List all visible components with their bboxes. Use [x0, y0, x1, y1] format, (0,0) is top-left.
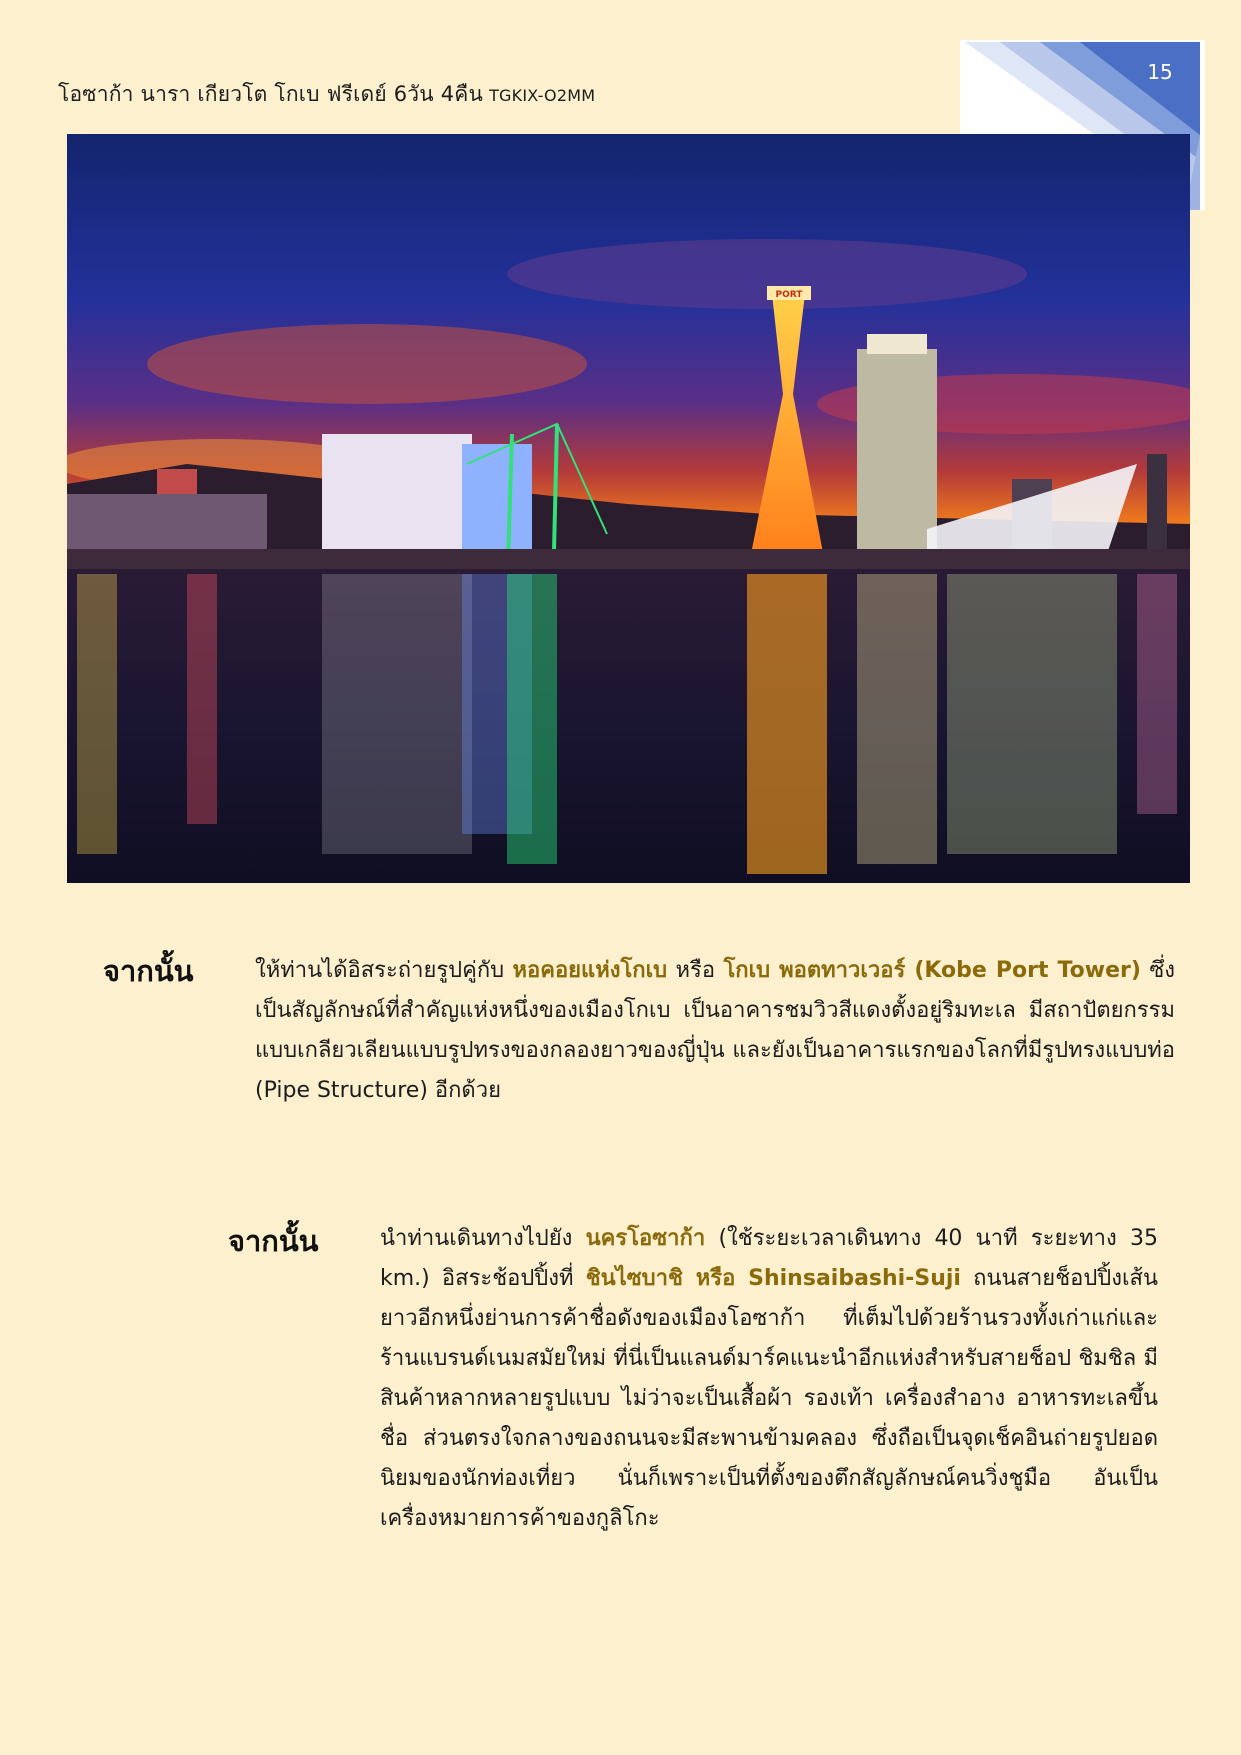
- text-segment: ถนนสายช็อปปิ้งเส้นยาวอีกหนึ่งย่านการค้าชื่อดังของเมืองโอซาก้า ที่เต็มไปด้วยร้านรวงทั้งเก่าแก่และร้านแบรนด์เนมสมัยใหม่ ที่นี่เป็นแลนด์มาร์คแนะนำอีกแห่งสำหรับสายช็อป ชิมชิล มีสินค้าหลากหลายรูปแบบ ไม่ว่าจะเป็นเสื้อผ้า รองเท้า เครื่องสำอาง อาหารทะเลขึ้นชื่อ ส่วนตรงใจกลางของถนนจะมีสะพานข้ามคลอง ซึ่งถือเป็นจุดเช็คอินถ่ายรูปยอดนิยมของนักท่องเที่ยว นั่นก็เพราะเป็นที่ตั้งของตึกสัญลักษณ์คนวิ่งชูมือ อันเป็นเครื่องหมายการค้าของกูลิโกะ: [380, 1266, 1159, 1531]
- document-title: [58, 78, 595, 111]
- kobe-harbor-photo: [67, 134, 1190, 883]
- step-label-1: จากนั้น: [103, 954, 194, 988]
- highlight-shinsaibashi: ชินไซบาชิ หรือ Shinsaibashi-Suji: [585, 1266, 961, 1291]
- highlight-kobe-tower-thai: หอคอยแห่งโกเบ: [512, 958, 668, 983]
- highlight-kobe-port-tower: โกเบ พอตทาวเวอร์ (Kobe Port Tower): [723, 958, 1141, 983]
- paragraph-kobe-port-tower: [255, 951, 1175, 1111]
- text-segment: ซึ่งเป็นสัญลักษณ์ที่สำคัญแห่งหนึ่งของเมืองโกเบ เป็นอาคารชมวิวสีแดงตั้งอยู่ริมทะเล มีสถาปัตยกรรมแบบเกลียวเลียนแบบรูปทรงของกลองยาวของญี่ปุ่น และยังเป็นอาคารแรกของโลกที่มีรูปทรงแบบท่อ (Pipe Structure) อีกด้วย: [255, 958, 1175, 1103]
- step-label-2: จากนั้น: [228, 1224, 319, 1258]
- trip-title: โอซาก้า นารา เกียวโต โกเบ ฟรีเดย์ 6วัน 4คืน: [58, 82, 484, 106]
- tower-sign: PORT: [775, 290, 803, 300]
- highlight-osaka: นครโอซาก้า: [585, 1226, 706, 1251]
- text-segment: หรือ: [667, 958, 724, 983]
- text-segment: ให้ท่านได้อิสระถ่ายรูปคู่กับ: [255, 958, 513, 983]
- text-segment: (ใช้ระยะเวลาเดินทาง 40 นาที ระยะทาง 35 km.) อิสระช้อปปิ้งที่: [380, 1226, 1158, 1291]
- tour-code: TGKIX-O2MM: [489, 86, 596, 105]
- page-number: 15: [1147, 60, 1173, 84]
- paragraph-shinsaibashi: [380, 1219, 1158, 1539]
- text-segment: นำท่านเดินทางไปยัง: [380, 1226, 586, 1251]
